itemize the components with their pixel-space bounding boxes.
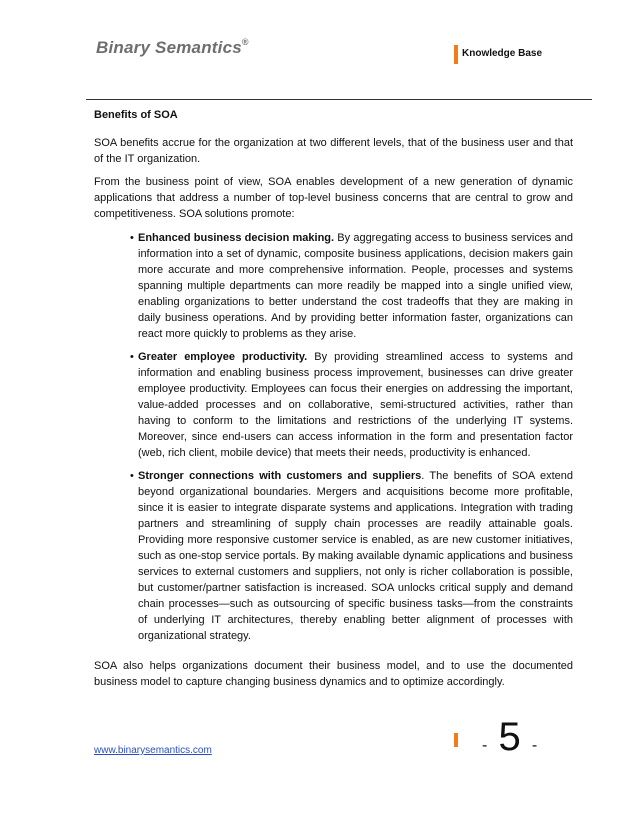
page-dash-right: -: [531, 737, 538, 754]
bullet-icon: •: [130, 232, 134, 244]
header-rule: [86, 99, 592, 100]
list-item: [130, 468, 573, 644]
list-item: [130, 349, 574, 461]
section-label: Knowledge Base: [462, 48, 543, 59]
bullet-icon: •: [130, 470, 134, 482]
page-number-value: 5: [498, 715, 521, 759]
bullet-icon: •: [130, 351, 134, 363]
section-title: Benefits of SOA: [94, 109, 178, 121]
brand-name: Binary Semantics: [96, 38, 242, 57]
footer-accent-bar: [454, 733, 458, 747]
closing-paragraph: SOA also helps organizations document their business model, and to use the documented business model to capture changing business dynamics and to optimize accordingly.: [94, 660, 573, 688]
intro-paragraph-2: From the business point of view, SOA enables development of a new generation of dynamic applications that address a number of top-level business concerns that are central to grow and competitiveness. SOA solutions promote:: [94, 176, 573, 220]
bullet-title: Greater employee productivity.: [138, 351, 308, 363]
website-link[interactable]: www.binarysemantics.com: [94, 745, 212, 756]
benefits-list: [94, 230, 573, 644]
page-number: [482, 714, 552, 769]
page-header: [0, 0, 638, 100]
bullet-text: By providing streamlined access to systems and information and enabling business process improvement, businesses can drive greater employee productivity. Employees can focus their energies on addressing the important, value-added processes and on collaborative, semi-structured activities, rather than having to conform to the limitations and restrictions of the underlying IT systems. Moreover, since end-users can access information in the form and presentation factor (web, rich client, mobile device) that meets their needs, productivity is enhanced.: [138, 351, 574, 459]
document-body: [94, 107, 573, 697]
bullet-text: . The benefits of SOA extend beyond organizational boundaries. Mergers and acquisitions become more profitable, since it is easier to integrate disparate systems and applications. Integration with trading partners and streamlining of supply chain processes are readily attainable goals. Providing more responsive customer service is enabled, as are new customer initiatives, such as one-stop service portals. By making available dynamic applications and business services to external customers and suppliers, not only is richer collaboration is possible, but customer/partner satisfaction is increased. SOA unlocks critical supply and demand chain processes—such as outsourcing of specific business tasks—from the constraints of underlying IT architectures, thereby enabling better alignment of processes with organizational strategy.: [138, 470, 573, 642]
bullet-text: By aggregating access to business services and information into a set of dynamic, composite business applications, decision makers gain more accurate and more comprehensive information. People, processes and systems spanning multiple departments can more readily be mapped into a single unified view, enabling organizations to better understand the cost tradeoffs that they are making in daily business operations. And by providing better information faster, organizations can react more quickly to problems as they arise.: [138, 232, 573, 340]
bullet-title: Enhanced business decision making.: [138, 232, 335, 244]
header-accent-bar: [454, 45, 458, 64]
bullet-title: Stronger connections with customers and suppliers: [138, 470, 422, 482]
list-item: [130, 230, 573, 342]
intro-paragraph-1: SOA benefits accrue for the organization at two different levels, that of the business user and that of the IT organization.: [94, 137, 573, 165]
brand-logo: [96, 38, 249, 58]
page-dash-left: -: [482, 737, 488, 754]
registered-mark: ®: [241, 37, 249, 47]
